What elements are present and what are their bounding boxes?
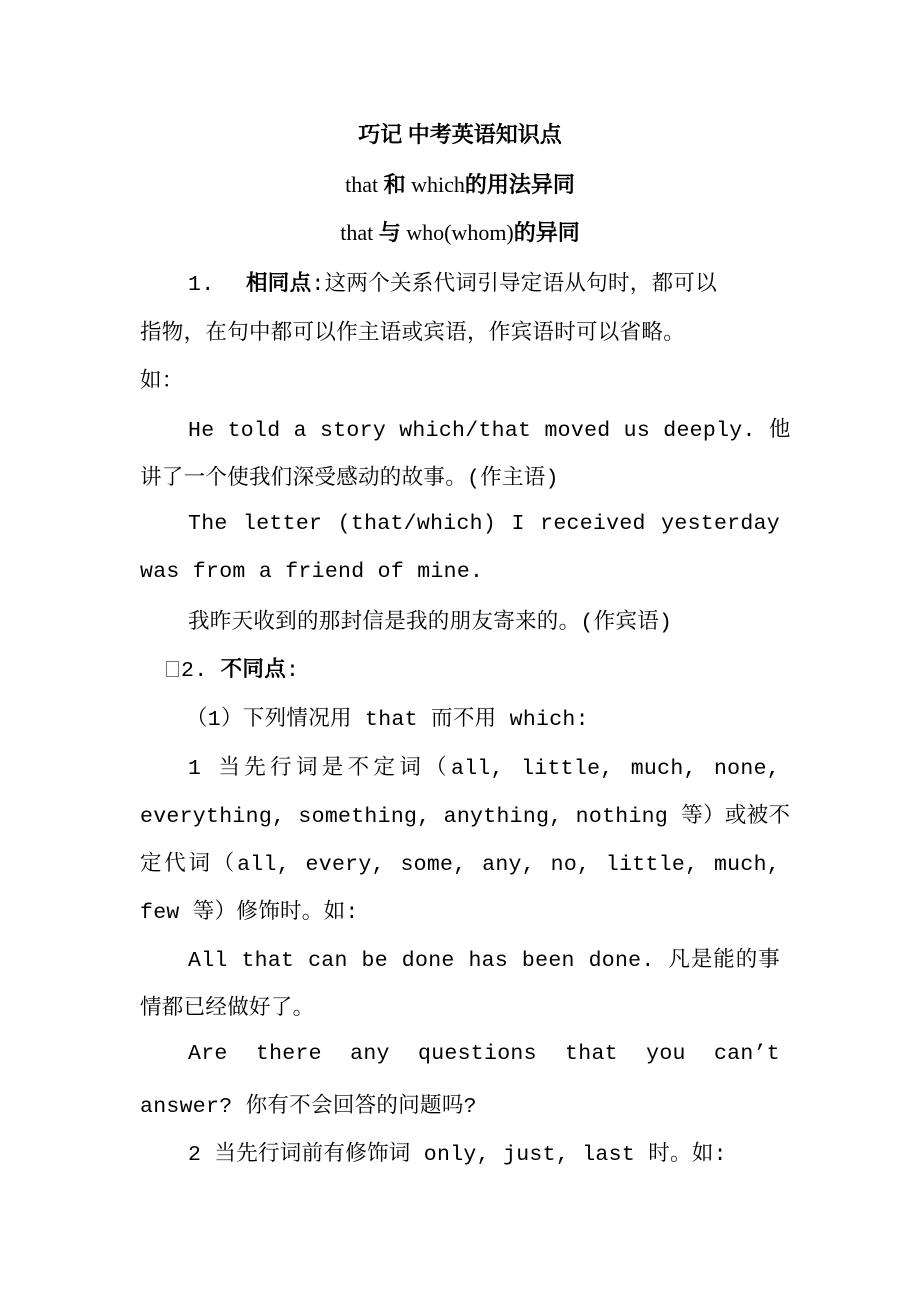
rule-line: everything, something, anything, nothing 等）或被不 bbox=[140, 805, 791, 829]
section2-heading: 不同点 bbox=[220, 657, 287, 682]
subtitle-that-who: that 与 who(whom)的异同 bbox=[340, 220, 580, 245]
example-line: 情都已经做好了。 bbox=[140, 997, 315, 1021]
rule-line: few 等）修饰时。如: bbox=[140, 901, 359, 925]
rule-line: 2 当先行词前有修饰词 only, just, last 时。如: bbox=[188, 1143, 727, 1167]
paragraph-line: 如： bbox=[140, 370, 184, 394]
rule-line: 1 当先行词是不定词（all, little, much, none, bbox=[188, 757, 780, 781]
example-line: Are there any questions that you can’t bbox=[188, 1042, 780, 1066]
example-line: The letter (that/which) I received yesterday bbox=[188, 512, 780, 536]
example-line: All that can be done has been done. 凡是能的事 bbox=[188, 949, 780, 973]
rule-line: 定代词（all, every, some, any, no, little, much, bbox=[140, 853, 780, 877]
example-line: was from a friend of mine. bbox=[140, 560, 484, 584]
subsection-heading: （1）下列情况用 that 而不用 which: bbox=[186, 708, 589, 732]
document-title: 巧记 中考英语知识点 bbox=[358, 122, 562, 147]
example-line: 我昨天收到的那封信是我的朋友寄来的。(作宾语) bbox=[188, 611, 673, 635]
paragraph-line: 指物，在句中都可以作主语或宾语，作宾语时可以省略。 bbox=[140, 322, 686, 346]
section2-number: 2. bbox=[181, 659, 208, 683]
section1-number: 1. bbox=[188, 273, 215, 297]
example-line: answer? 你有不会回答的问题吗? bbox=[140, 1095, 477, 1119]
example-line: He told a story which/that moved us deeply. 他 bbox=[188, 419, 791, 443]
section2-heading-line: 2. 不同点: bbox=[166, 652, 806, 683]
checkbox-glyph-icon bbox=[166, 661, 179, 677]
subtitle-that-which: that 和 which的用法异同 bbox=[345, 172, 575, 197]
example-line: 讲了一个使我们深受感动的故事。(作主语) bbox=[140, 467, 559, 491]
section1-heading-line: 1. 相同点:这两个关系代词引导定语从句时，都可以 bbox=[188, 271, 718, 297]
section1-heading: 相同点 bbox=[246, 271, 312, 296]
